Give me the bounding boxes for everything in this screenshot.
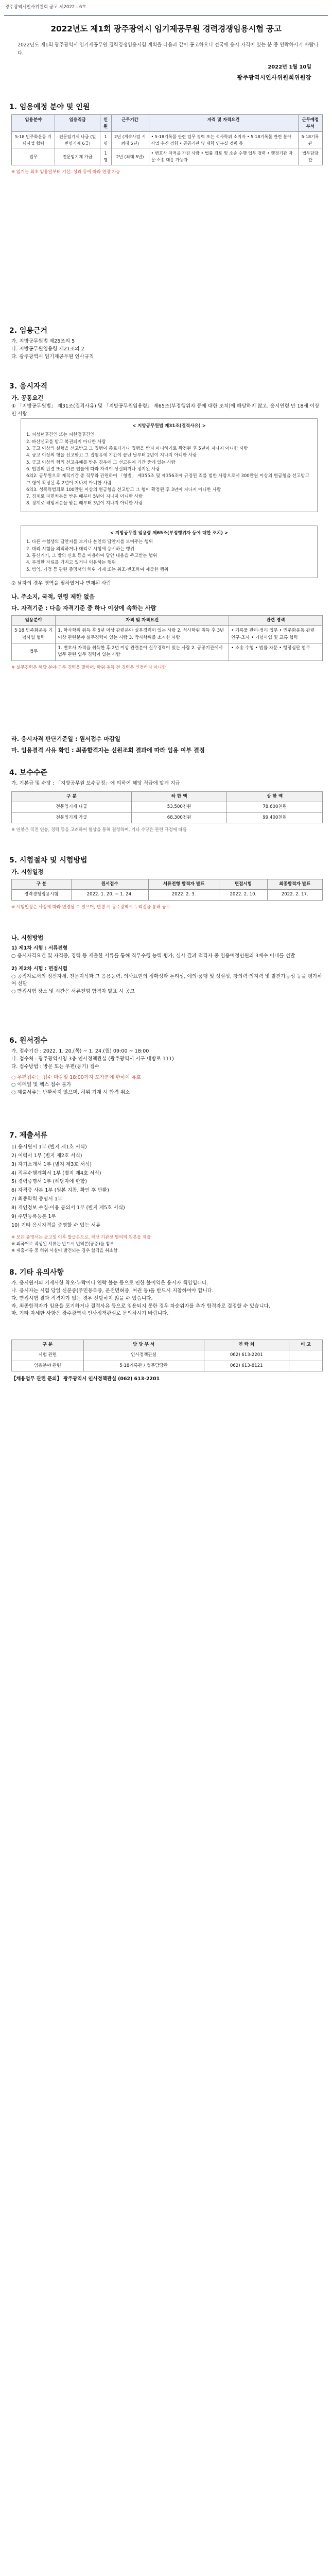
cell-requirements: • 변호사 자격을 가진 사람 • 법률 검토 및 소송 수행 업무 경력 • 행정기관 자문·소송 대응 가능자 (149, 148, 298, 165)
section-title-2: 2. 임용근거 (9, 327, 48, 335)
cell-period: 2년 (계속사업 시 최대 5년) (111, 132, 149, 148)
section-title-7: 7. 제출서류 (9, 1131, 48, 1140)
contact-cell-dept: 5·18기록관 / 법무담당관 (83, 1361, 204, 1371)
second-exam-text: ○ 공직자로서의 정신자세, 전문지식과 그 응용능력, 의사표현의 정확성과 논리성, 예의·품행 및 성실성, 창의력·의지력 및 발전가능성 등을 평가하여 선발 (11, 973, 322, 987)
subheading-a: 가. 공통요건 (11, 395, 44, 401)
document-item: 2) 이력서 1부 (별지 제2호 서식) (11, 1153, 82, 1159)
salary-cell-max: 99,400천원 (227, 812, 323, 823)
contact-header-phone: 연 락 처 (204, 1340, 289, 1350)
disqualification-line: 7. 징계로 파면처분을 받은 때부터 5년이 지나지 아니한 사람 (26, 494, 143, 500)
document-items (11, 1144, 323, 1230)
section-3-a-text-2: ② 남자의 경우 병역을 필하였거나 면제된 사람 (11, 581, 111, 586)
document-item: 7) 최종학력 증명서 1부 (11, 1196, 63, 1202)
section-2-list (11, 338, 323, 361)
disqualification-line: 5. 금고 이상의 형의 선고유예를 받은 경우에 그 선고유예 기간 중에 있는 사람 (26, 460, 176, 465)
contact-table-wrap (11, 1340, 323, 1371)
subheading-d: 라. 응시자격 판단기준일 : 원서접수 마감일 (11, 736, 120, 742)
qual-cell-cond: 1. 학사학위 취득 후 5년 이상 관련분야 실무경력이 있는 사람 2. 석사학위 취득 후 3년 이상 관련분야 실무경력이 있는 사람 3. 박사학위를 소지한 사람 (56, 626, 229, 643)
qual-cell-field: 법무 (12, 643, 56, 660)
cell-count: 1명 (100, 148, 111, 165)
qualification-table (11, 615, 323, 661)
contact-cell-type: 임용분야 관련 (12, 1361, 84, 1371)
second-exam-note: ○ 면접시험 장소 및 시간은 서류전형 합격자 발표 시 공고 (11, 989, 135, 995)
table-row (12, 148, 323, 165)
schedule-header-type: 구 분 (12, 879, 72, 890)
cell-count: 1명 (100, 132, 111, 148)
qualification-note: ※ 실무경력은 해당 분야 근무 경력을 말하며, 학위 취득 전 경력은 인정하지 아니함 (11, 664, 166, 670)
section-title-6: 6. 원서접수 (9, 1037, 48, 1045)
subheading-b: 나. 주소지, 국적, 연령 제한 없음 (11, 594, 95, 600)
issuer: 광주광역시인사위원회위원장 (237, 74, 311, 81)
misconduct-box (21, 526, 318, 578)
disqualification-box (21, 418, 318, 512)
section-title-4: 4. 보수수준 (9, 769, 48, 777)
contact-cell-note (289, 1350, 323, 1361)
basis-item: 가. 지방공무원법 제25조의 5 (11, 338, 75, 344)
basis-item: 다. 광주광역시 임기제공무원 인사규칙 (11, 353, 94, 360)
note-item: 가. 응시원서의 기재사항 착오·누락이나 연락 불능 등으로 인한 불이익은 응시자 책임입니다. (11, 1280, 208, 1286)
contact-header-dept: 담 당 부 서 (83, 1340, 204, 1350)
table-row (12, 643, 323, 660)
schedule-header-doc-result: 서류전형 합격자 발표 (148, 879, 219, 890)
disqualification-line: 6의3. 성폭력범죄로 100만원 이상의 벌금형을 선고받고 그 형이 확정된 후 3년이 지나지 아니한 사람 (26, 487, 221, 493)
salary-cell-min: 68,300천원 (131, 812, 227, 823)
contact-cell-type: 시험 관련 (12, 1350, 84, 1361)
section-title-3: 3. 응시자격 (9, 382, 48, 391)
method-subheading: 나. 시험방법 (11, 935, 44, 941)
document-item: 3) 자기소개서 1부 (별지 제3호 서식) (11, 1161, 92, 1167)
salary-table (11, 791, 323, 823)
table-row (12, 132, 323, 148)
schedule-note: ※ 시험일정은 사정에 따라 변경될 수 있으며, 변경 시 광주광역시 누리집을 통해 공고 (11, 904, 170, 909)
schedule-table (11, 879, 323, 901)
disqualification-line: 2. 파산선고를 받고 복권되지 아니한 사람 (26, 439, 106, 445)
documents-note: ※ 외국어로 작성된 서류는 반드시 번역본(공증)을 첨부 (11, 1241, 114, 1246)
section-1-table-wrap (11, 114, 323, 175)
first-exam-title: 1) 제1차 시험 : 서류전형 (11, 945, 68, 951)
documents-list (11, 1143, 323, 1254)
application-notes (11, 1074, 323, 1097)
note-item: 다. 면접시험 결과 적격자가 없는 경우 선발하지 않을 수 있습니다. (11, 1295, 153, 1301)
section-title-8: 8. 기타 유의사항 (9, 1268, 64, 1277)
table-row (12, 626, 323, 643)
cell-grade: 전문임기제 가급 (55, 148, 100, 165)
basis-item: 나. 지방공무원임용령 제21조의 2 (11, 346, 84, 352)
misconduct-line: 3. 통신기기, 그 밖의 신호 등을 이용하여 답안 내용을 주고받는 행위 (26, 553, 158, 558)
method-details (11, 945, 323, 996)
table-row (12, 802, 323, 812)
document-item: 1) 응시원서 1부 (별지 제1호 서식) (11, 1144, 87, 1150)
application-details (11, 1048, 323, 1097)
table-header-count: 인원 (100, 115, 111, 132)
disqualification-line: 4. 금고 이상의 형을 선고받고 그 집행유예 기간이 끝난 날부터 2년이 지나지 아니한 사람 (26, 453, 197, 459)
table-header-grade: 임용직급 (55, 115, 100, 132)
schedule-cell-type: 경력경쟁임용시험 (12, 890, 72, 900)
schedule-table-wrap (11, 879, 323, 910)
schedule-cell-interview: 2022. 2. 10. (219, 890, 267, 900)
announcement-date: 2022년 1월 10일 (268, 64, 311, 70)
notes-list (11, 1280, 323, 1318)
table-row (12, 1350, 323, 1361)
contact-header-note: 비 고 (289, 1340, 323, 1350)
qual-cell-cond: 1. 변호사 자격을 취득한 후 2년 이상 관련분야 실무경력이 있는 사람 2. 공공기관에서 법무 관련 업무 경력이 있는 사람 (56, 643, 229, 660)
table-row (12, 1361, 323, 1371)
table-header-requirements: 자격 및 자격요건 (149, 115, 298, 132)
table-header-period: 근무기간 (111, 115, 149, 132)
header-divider (4, 15, 328, 16)
note-item: 라. 최종합격자가 임용을 포기하거나 결격사유 등으로 임용되지 못한 경우 차순위자를 추가 합격자로 결정할 수 있습니다. (11, 1303, 270, 1309)
disqualification-line: 8. 징계로 해임처분을 받은 때부터 3년이 지나지 아니한 사람 (26, 501, 143, 506)
table-header-field: 임용분야 (12, 115, 55, 132)
note-item: 나. 응시자는 시험 당일 신분증(주민등록증, 운전면허증, 여권 등)을 반드시 지참하여야 합니다. (11, 1287, 214, 1294)
salary-header-max: 상 한 액 (227, 792, 323, 802)
schedule-cell-final: 2022. 2. 17. (267, 890, 322, 900)
cell-field: 법무 (12, 148, 55, 165)
misconduct-line: 1. 다른 수험생의 답안지를 보거나 본인의 답안지를 보여주는 행위 (26, 539, 153, 545)
cell-dept: 법무담당관 (298, 148, 322, 165)
document-item: 6) 자격증 사본 1부 (원본 지참, 확인 후 반환) (11, 1188, 109, 1194)
schedule-subheading: 가. 시험일정 (11, 869, 44, 875)
documents-note: ※ 제출서류 중 허위 사실이 발견되는 경우 합격을 취소함 (11, 1247, 118, 1253)
contact-cell-phone: 062) 613-8121 (204, 1361, 289, 1371)
recruitment-table (11, 114, 323, 165)
qual-header-field: 임용분야 (12, 616, 56, 626)
document-item: 9) 주민등록등본 1부 (11, 1213, 56, 1219)
misconduct-box-title: < 지방공무원 임용령 제65조(부정행위자 등에 대한 조치) > (110, 531, 229, 536)
table-row (12, 890, 323, 900)
schedule-header-final: 최종합격자 발표 (267, 879, 322, 890)
cell-dept: 5·18기록관 (298, 132, 322, 148)
cell-grade: 전문임기제 나급 (일반임기제 6급) (55, 132, 100, 148)
schedule-cell-doc-result: 2022. 2. 3. (148, 890, 219, 900)
documents-note: ※ 모든 증명서는 공고일 이후 발급분으로, 해당 기관장 명의의 원본을 제출 (11, 1234, 151, 1240)
document-item: 5) 경력증명서 1부 (해당자에 한함) (11, 1179, 87, 1185)
qualification-table-wrap (11, 615, 323, 671)
disqualification-box-title: < 지방공무원법 제31조(결격사유) > (132, 423, 206, 429)
subheading-c: 다. 자격기준 : 다음 자격기준 중 하나 이상에 속하는 사람 (11, 605, 156, 612)
section-3-a-text: ① 「지방공무원법」 제31조(결격사유) 및 「지방공무원임용령」 제65조(부정행위자 등에 대한 조치)에 해당하지 않고, 응시연령 만 18세 이상인 사람 (11, 403, 320, 417)
disqualification-line: 6의2. 공무원으로 재직기간 중 직무와 관련하여 「형법」 제355조 및 제356조에 규정된 죄를 범한 사람으로서 300만원 이상의 벌금형을 선고받고 그 형이 확정된 후 2년이 지나지 아니한 사람 (26, 473, 309, 486)
application-note: ○ 이메일 및 팩스 접수 불가 (11, 1082, 72, 1088)
final-contact-note: 【채용업무 관련 문의】 광주광역시 인사정책관실 (062) 613-2201 (11, 1376, 160, 1382)
salary-cell-min: 53,500천원 (131, 802, 227, 812)
section-title-5: 5. 시험절차 및 시험방법 (9, 856, 88, 865)
cell-requirements: • 5·18기록물 관련 업무 경력 또는 석사학위 소지자 • 5·18기록물 관련 분야 사업 추진 경험 • 공공기관 및 대학 연구실 경력 등 (149, 132, 298, 148)
qual-cell-career: • 기록물 관리·정리 업무 • 민주화운동 관련 연구·조사 • 기념사업 및 교류 협력 (229, 626, 323, 643)
qual-cell-career: • 소송 수행 • 법률 자문 • 행정심판 업무 (229, 643, 323, 660)
salary-cell-max: 78,600천원 (227, 802, 323, 812)
intro-text: 2022년도 제1회 광주광역시 임기제공무원 경력경쟁임용시험 계획을 다음과 같이 공고하오니 전국에 응시 자격이 있는 분 중 연락하시기 바랍니다. (18, 42, 319, 56)
application-period: 가. 접수기간 : 2022. 1. 20.(목) ~ 1. 24.(월) 09:00 ~ 18:00 (11, 1048, 149, 1054)
misconduct-line: 5. 병역, 가점 등 관련 증명서의 허위 기재 또는 위조·변조하여 제출한 행위 (26, 567, 169, 572)
qual-header-career: 관련 경력 (229, 616, 323, 626)
schedule-header-apply: 원서접수 (71, 879, 148, 890)
schedule-cell-apply: 2022. 1. 20. ~ 1. 24. (71, 890, 148, 900)
subheading-e: 마. 임용결격 사유 확인 : 최종합격자는 신원조회 결과에 따라 임용 여부 결정 (11, 747, 205, 754)
disqualification-line: 3. 금고 이상의 실형을 선고받고 그 집행이 종료되거나 집행을 받지 아니하기로 확정된 후 5년이 지나지 아니한 사람 (26, 446, 248, 451)
misconduct-line: 2. 대리 시험을 의뢰하거나 대리로 시험에 응시하는 행위 (26, 546, 134, 552)
cell-field: 5·18 민주화운동 기념사업 협력 (12, 132, 55, 148)
cell-period: 2년 (최대 5년) (111, 148, 149, 165)
note-item: 마. 기타 자세한 사항은 광주광역시 인사정책관실로 문의하시기 바랍니다. (11, 1311, 169, 1317)
misconduct-line: 4. 부정한 자료를 가지고 있거나 이용하는 행위 (26, 560, 116, 566)
application-note: ○ 우편접수는 접수 마감일 18:00까지 도착분에 한하여 유효 (11, 1074, 141, 1080)
salary-header-grade: 구 분 (12, 792, 132, 802)
document-item: 8) 개인정보 수집·이용 동의서 1부 (별지 제5호 서식) (11, 1205, 125, 1211)
contact-cell-phone: 062) 613-2201 (204, 1350, 289, 1361)
salary-cell-grade: 전문임기제 나급 (12, 802, 132, 812)
page-title: 2022년도 제1회 광주광역시 임기제공무원 경력경쟁임용시험 공고 (50, 24, 282, 33)
first-exam-text: ○ 응시자격요건 및 자격증, 경력 등 제출한 서류를 통해 직무수행 능력 평가, 심사 결과 적격자 중 임용예정인원의 3배수 이내를 선발 (11, 953, 295, 959)
disqualification-line: 6. 법원의 판결 또는 다른 법률에 따라 자격이 상실되거나 정지된 사람 (26, 466, 160, 472)
salary-intro: 가. 기본급 및 수당 : 「지방공무원 보수규정」에 의하여 해당 직급에 맞게 지급 (11, 781, 180, 786)
salary-cell-grade: 전문임기제 가급 (12, 812, 132, 823)
second-exam-title: 2) 제2차 시험 : 면접시험 (11, 965, 68, 972)
contact-cell-note (289, 1361, 323, 1371)
application-method: 다. 접수방법 : 방문 또는 우편(등기) 접수 (11, 1063, 100, 1070)
section-1-footnote: ※ 임기는 최초 임용일부터 기산, 성과 등에 따라 연장 가능 (11, 168, 120, 174)
table-header-dept: 근무예정 부서 (298, 115, 322, 132)
qual-cell-field: 5·18 민주화운동 기념사업 협력 (12, 626, 56, 643)
document-item: 10) 기타 응시자격을 증명할 수 있는 서류 (11, 1222, 101, 1228)
document-item: 4) 직무수행계획서 1부 (별지 제4호 서식) (11, 1170, 101, 1176)
contact-cell-dept: 인사정책관실 (83, 1350, 204, 1361)
section-title-1: 1. 임용예정 분야 및 인원 (9, 103, 90, 111)
schedule-header-interview: 면접시험 (219, 879, 267, 890)
salary-header-min: 하 한 액 (131, 792, 227, 802)
application-place: 나. 접수처 : 광주광역시청 3층 인사정책관실 (광주광역시 서구 내방로 111) (11, 1056, 174, 1062)
salary-note: ※ 연봉은 직전 연봉, 경력 등을 고려하여 협상을 통해 결정하며, 기타 수당은 관련 규정에 따름 (11, 826, 187, 832)
table-row (12, 812, 323, 823)
disqualification-line: 1. 피성년후견인 또는 피한정후견인 (26, 432, 95, 438)
application-note: ○ 제출서류는 반환하지 않으며, 허위 기재 시 합격 취소 (11, 1090, 130, 1096)
notice-number: 광주광역시인사위원회 공고 제2022 - 6호 (5, 5, 86, 10)
salary-table-wrap (11, 791, 323, 833)
contact-header-type: 구 분 (12, 1340, 84, 1350)
qual-header-cond: 자격 및 자격요건 (56, 616, 229, 626)
contact-table (11, 1340, 323, 1371)
